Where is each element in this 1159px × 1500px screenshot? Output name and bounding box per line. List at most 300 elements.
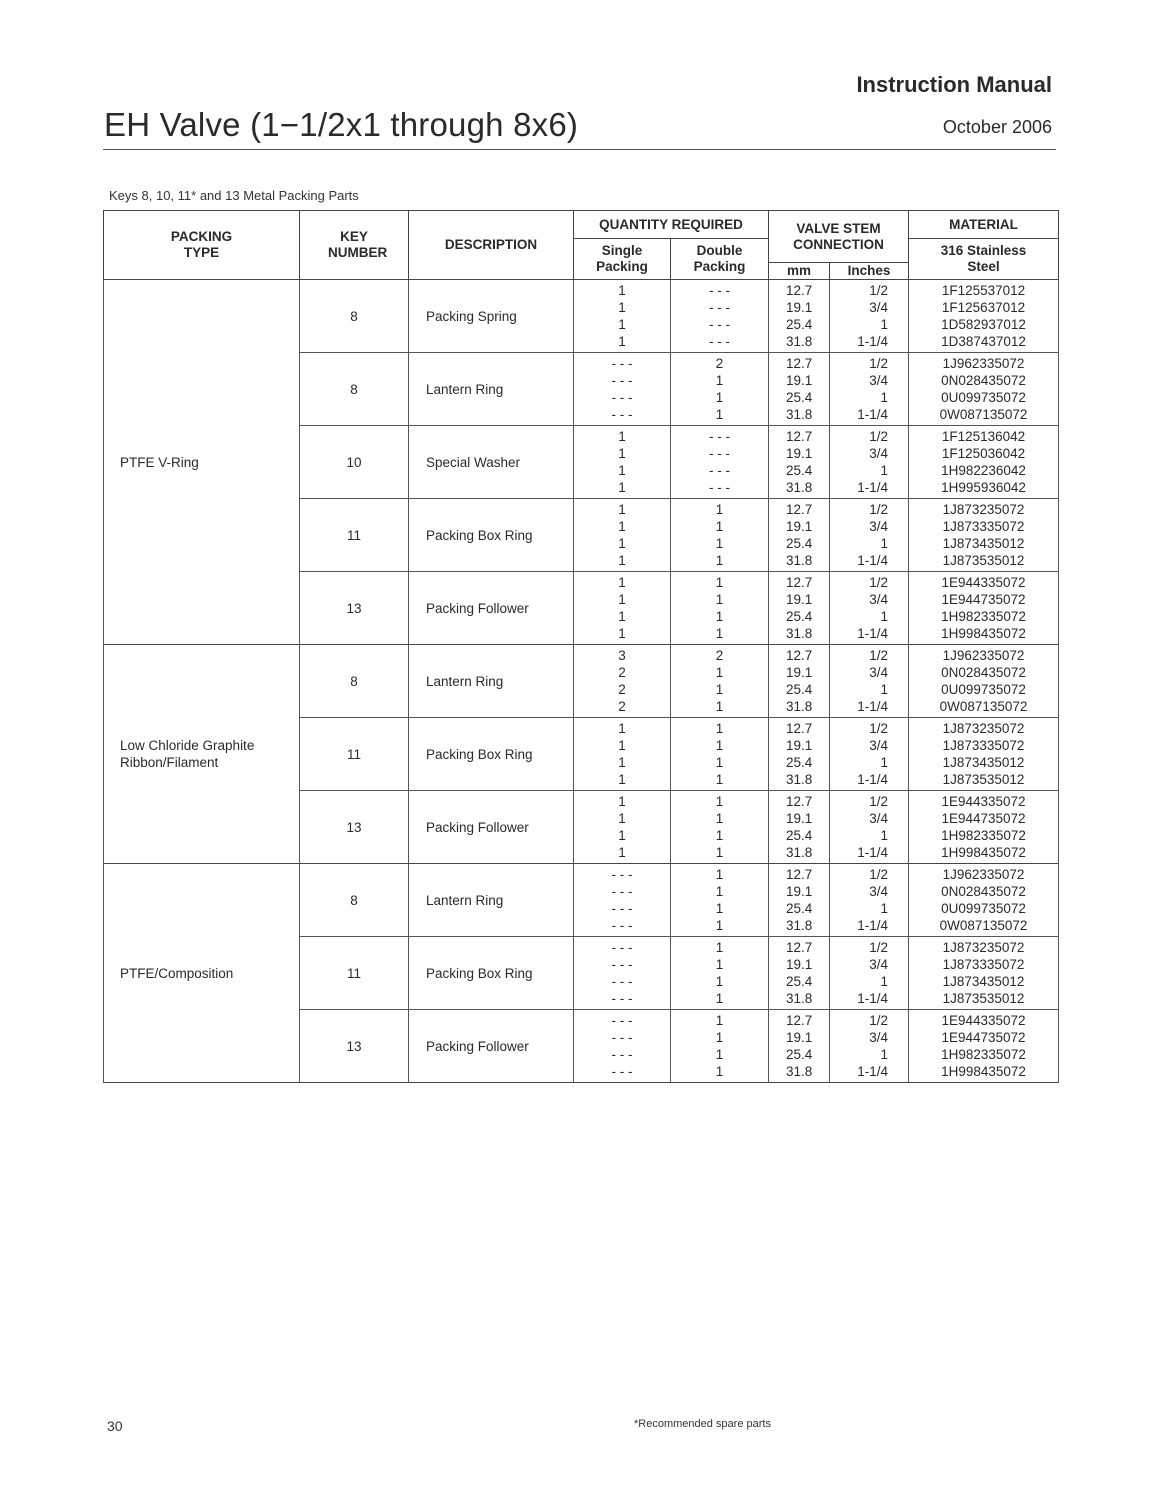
material-cell-value: 0U099735072 (941, 389, 1026, 405)
double-packing-cell (671, 426, 769, 499)
material-cell-value: 1J873435012 (942, 973, 1025, 989)
double-packing-cell-value: 1 (715, 681, 724, 697)
double-packing-cell-value: - - - (709, 445, 730, 461)
double-packing-cell-value: - - - (709, 479, 730, 495)
col-key-number: KEY NUMBER (300, 211, 409, 280)
single-packing-cell-value: 1 (618, 844, 626, 860)
material-cell-value: 0N028435072 (941, 664, 1026, 680)
double-packing-cell-value: 1 (715, 720, 724, 736)
single-packing-cell-value: - - - (611, 939, 633, 955)
material-cell-value: 0W087135072 (939, 917, 1028, 933)
mm-cell-value: 25.4 (786, 389, 813, 405)
material-cell-value: 0W087135072 (939, 698, 1028, 714)
double-packing-cell-value: 1 (715, 844, 724, 860)
col-single-packing: Single Packing (574, 239, 671, 280)
mm-cell-value: 19.1 (786, 664, 813, 680)
inches-cell (830, 864, 909, 937)
inches-cell (830, 280, 909, 353)
material-cell-value: 1H982236042 (941, 462, 1026, 478)
material-cell-value: 1H995936042 (941, 479, 1026, 495)
mm-cell-value: 31.8 (786, 479, 813, 495)
inches-cell (830, 353, 909, 426)
inches-cell-value: 1/2 (869, 647, 889, 663)
inches-cell-value: 1 (880, 900, 889, 916)
material-cell-value: 1E944735072 (941, 1029, 1026, 1045)
inches-cell (830, 572, 909, 645)
publication-date: October 2006 (942, 117, 1052, 137)
single-packing-cell (574, 353, 671, 426)
material-cell-value: 1J962335072 (942, 866, 1025, 882)
material-cell-value: 0W087135072 (939, 406, 1028, 422)
material-cell-value: 1D387437012 (941, 333, 1026, 349)
material-cell (909, 280, 1059, 353)
mm-cell-value: 31.8 (786, 990, 813, 1006)
inches-cell-value: 1 (880, 973, 889, 989)
double-packing-cell-value: 1 (715, 1029, 724, 1045)
inches-cell-value: 3/4 (869, 883, 889, 899)
single-packing-cell-value: 1 (618, 428, 626, 444)
col-material-sub: 316 Stainless Steel (909, 239, 1059, 280)
inches-cell-value: 1/2 (869, 720, 889, 736)
mm-cell-value: 31.8 (786, 844, 813, 860)
single-packing-cell (574, 499, 671, 572)
single-packing-cell-value: 1 (618, 316, 626, 332)
double-packing-cell-value: 1 (715, 793, 724, 809)
material-cell-value: 1J873535012 (942, 552, 1025, 568)
inches-cell-value: 1 (880, 535, 889, 551)
single-packing-cell-value: 1 (618, 445, 626, 461)
single-packing-cell (574, 426, 671, 499)
double-packing-cell-value: 1 (715, 1012, 724, 1028)
material-cell (909, 499, 1059, 572)
inches-cell-value: 1-1/4 (857, 1063, 889, 1079)
mm-cell-value: 25.4 (786, 754, 813, 770)
mm-cell-value: 12.7 (786, 939, 813, 955)
mm-cell-value: 12.7 (786, 501, 813, 517)
single-packing-cell-value: 1 (618, 810, 626, 826)
key-number-cell: 8 (300, 353, 409, 426)
double-packing-cell-value: 1 (715, 389, 724, 405)
inches-cell (830, 718, 909, 791)
double-packing-cell (671, 572, 769, 645)
mm-cell-value: 31.8 (786, 1063, 813, 1079)
inches-cell-value: 1/2 (869, 428, 889, 444)
double-packing-cell-value: - - - (709, 428, 730, 444)
col-description: DESCRIPTION (409, 211, 574, 280)
mm-cell-value: 25.4 (786, 1046, 813, 1062)
mm-cell-value: 19.1 (786, 1029, 813, 1045)
table-row (104, 645, 1059, 718)
single-packing-cell (574, 864, 671, 937)
inches-cell-value: 1-1/4 (857, 625, 889, 641)
mm-cell-value: 31.8 (786, 698, 813, 714)
single-packing-cell-value: 1 (618, 827, 626, 843)
double-packing-cell (671, 718, 769, 791)
mm-cell (769, 791, 830, 864)
mm-cell (769, 645, 830, 718)
inches-cell-value: 3/4 (869, 445, 889, 461)
inches-cell-value: 1 (880, 754, 889, 770)
material-cell (909, 426, 1059, 499)
inches-cell-value: 1/2 (869, 501, 889, 517)
mm-cell-value: 12.7 (786, 355, 813, 371)
material-cell-value: 1E944735072 (941, 591, 1026, 607)
single-packing-cell (574, 791, 671, 864)
single-packing-cell-value: 1 (618, 333, 626, 349)
packing-type-cell: PTFE/Composition (104, 864, 300, 1083)
material-cell-value: 1J962335072 (942, 355, 1025, 371)
inches-cell (830, 791, 909, 864)
col-packing-type: PACKING TYPE (104, 211, 300, 280)
double-packing-cell-value: 1 (715, 664, 724, 680)
double-packing-cell-value: 1 (715, 406, 724, 422)
mm-cell-value: 19.1 (786, 299, 813, 315)
double-packing-cell-value: 1 (715, 990, 724, 1006)
double-packing-cell-value: - - - (709, 316, 730, 332)
description-cell: Packing Box Ring (409, 499, 574, 572)
mm-cell-value: 25.4 (786, 681, 813, 697)
double-packing-cell-value: 1 (715, 625, 724, 641)
material-cell-value: 1J873235072 (942, 720, 1025, 736)
inches-cell-value: 1/2 (869, 793, 889, 809)
single-packing-cell-value: - - - (611, 956, 633, 972)
inches-cell-value: 1 (880, 462, 889, 478)
packing-type-cell: PTFE V-Ring (104, 280, 300, 645)
double-packing-cell-value: 1 (715, 1046, 724, 1062)
mm-cell-value: 12.7 (786, 1012, 813, 1028)
inches-cell-value: 3/4 (869, 299, 889, 315)
material-cell-value: 1J873335072 (942, 737, 1025, 753)
single-packing-cell (574, 937, 671, 1010)
double-packing-cell-value: 1 (715, 900, 724, 916)
inches-cell-value: 1/2 (869, 866, 889, 882)
col-inches: Inches (830, 263, 909, 280)
mm-cell (769, 572, 830, 645)
inches-cell-value: 3/4 (869, 591, 889, 607)
material-cell-value: 1H998435072 (941, 625, 1026, 641)
single-packing-cell-value: 1 (618, 574, 626, 590)
double-packing-cell-value: 1 (715, 771, 724, 787)
inches-cell-value: 1-1/4 (857, 990, 889, 1006)
material-cell (909, 353, 1059, 426)
inches-cell (830, 499, 909, 572)
material-cell-value: 1J873535012 (942, 771, 1025, 787)
double-packing-cell-value: 1 (715, 866, 724, 882)
material-cell-value: 1D582937012 (941, 316, 1026, 332)
key-number-cell: 11 (300, 718, 409, 791)
mm-cell-value: 12.7 (786, 282, 813, 298)
material-cell-value: 1F125637012 (941, 299, 1026, 315)
inches-cell-value: 1 (880, 681, 889, 697)
inches-cell-value: 3/4 (869, 810, 889, 826)
mm-cell-value: 19.1 (786, 591, 813, 607)
material-cell-value: 0U099735072 (941, 681, 1026, 697)
double-packing-cell-value: 1 (715, 973, 724, 989)
single-packing-cell (574, 718, 671, 791)
material-cell-value: 1H998435072 (941, 844, 1026, 860)
mm-cell-value: 19.1 (786, 518, 813, 534)
single-packing-cell (574, 572, 671, 645)
single-packing-cell-value: 1 (618, 552, 626, 568)
table-row (104, 280, 1059, 353)
table-header (104, 211, 1059, 280)
single-packing-cell (574, 1010, 671, 1083)
material-cell-value: 1E944335072 (941, 793, 1026, 809)
material-cell-value: 0N028435072 (941, 372, 1026, 388)
mm-cell-value: 25.4 (786, 462, 813, 478)
inches-cell-value: 1-1/4 (857, 771, 889, 787)
key-number-cell: 13 (300, 572, 409, 645)
key-number-cell: 10 (300, 426, 409, 499)
single-packing-cell-value: - - - (611, 1046, 633, 1062)
mm-cell-value: 31.8 (786, 771, 813, 787)
inches-cell-value: 1 (880, 389, 889, 405)
single-packing-cell-value: - - - (611, 1012, 633, 1028)
single-packing-cell-value: - - - (611, 355, 633, 371)
mm-cell (769, 1010, 830, 1083)
description-cell: Lantern Ring (409, 645, 574, 718)
single-packing-cell-value: - - - (611, 900, 633, 916)
inches-cell-value: 3/4 (869, 664, 889, 680)
single-packing-cell-value: - - - (611, 883, 633, 899)
col-quantity-required: QUANTITY REQUIRED (574, 211, 769, 239)
mm-cell-value: 12.7 (786, 793, 813, 809)
double-packing-cell-value: 1 (715, 608, 724, 624)
single-packing-cell-value: - - - (611, 866, 633, 882)
material-cell-value: 0N028435072 (941, 883, 1026, 899)
mm-cell (769, 937, 830, 1010)
single-packing-cell-value: 1 (618, 625, 626, 641)
mm-cell-value: 31.8 (786, 333, 813, 349)
single-packing-cell-value: - - - (611, 1063, 633, 1079)
page-number: 30 (107, 1418, 123, 1434)
footnote: *Recommended spare parts (634, 1418, 771, 1430)
double-packing-cell (671, 937, 769, 1010)
single-packing-cell-value: 1 (618, 737, 626, 753)
double-packing-cell (671, 791, 769, 864)
material-cell-value: 1J873335072 (942, 518, 1025, 534)
mm-cell-value: 31.8 (786, 406, 813, 422)
material-cell (909, 937, 1059, 1010)
material-cell-value: 0U099735072 (941, 900, 1026, 916)
inches-cell-value: 3/4 (869, 372, 889, 388)
inches-cell-value: 1 (880, 827, 889, 843)
double-packing-cell-value: 1 (715, 917, 724, 933)
table-caption: Keys 8, 10, 11* and 13 Metal Packing Parts (109, 188, 359, 203)
description-cell: Special Washer (409, 426, 574, 499)
mm-cell (769, 718, 830, 791)
double-packing-cell-value: - - - (709, 299, 730, 315)
mm-cell-value: 31.8 (786, 552, 813, 568)
key-number-cell: 8 (300, 280, 409, 353)
inches-cell-value: 1/2 (869, 574, 889, 590)
description-cell: Lantern Ring (409, 353, 574, 426)
double-packing-cell-value: 2 (715, 647, 724, 663)
material-cell-value: 1J873235072 (942, 501, 1025, 517)
single-packing-cell-value: 2 (618, 681, 626, 697)
double-packing-cell-value: 1 (715, 827, 724, 843)
col-double-packing: Double Packing (671, 239, 769, 280)
material-cell (909, 645, 1059, 718)
double-packing-cell (671, 280, 769, 353)
mm-cell-value: 19.1 (786, 956, 813, 972)
packing-type-cell: Low Chloride Graphite Ribbon/Filament (104, 645, 300, 864)
inches-cell-value: 1 (880, 316, 889, 332)
header-divider (103, 149, 1056, 150)
key-number-cell: 8 (300, 864, 409, 937)
single-packing-cell-value: - - - (611, 372, 633, 388)
single-packing-cell-value: 1 (618, 282, 626, 298)
mm-cell (769, 353, 830, 426)
double-packing-cell-value: - - - (709, 462, 730, 478)
col-mm: mm (769, 263, 830, 280)
single-packing-cell-value: 1 (618, 479, 626, 495)
double-packing-cell-value: 1 (715, 591, 724, 607)
description-cell: Packing Spring (409, 280, 574, 353)
single-packing-cell-value: 1 (618, 793, 626, 809)
material-cell-value: 1J873435012 (942, 535, 1025, 551)
description-cell: Packing Follower (409, 791, 574, 864)
material-cell (909, 572, 1059, 645)
material-cell-value: 1H982335072 (941, 1046, 1026, 1062)
inches-cell-value: 1 (880, 1046, 889, 1062)
double-packing-cell (671, 645, 769, 718)
mm-cell-value: 12.7 (786, 720, 813, 736)
double-packing-cell-value: 1 (715, 754, 724, 770)
inches-cell-value: 1/2 (869, 939, 889, 955)
inches-cell-value: 3/4 (869, 956, 889, 972)
mm-cell-value: 19.1 (786, 883, 813, 899)
double-packing-cell-value: 1 (715, 883, 724, 899)
single-packing-cell-value: 1 (618, 771, 626, 787)
single-packing-cell-value: 2 (618, 664, 626, 680)
double-packing-cell-value: 1 (715, 737, 724, 753)
mm-cell-value: 12.7 (786, 647, 813, 663)
material-cell-value: 1J873435012 (942, 754, 1025, 770)
single-packing-cell-value: 3 (618, 647, 626, 663)
mm-cell-value: 25.4 (786, 535, 813, 551)
material-cell (909, 791, 1059, 864)
col-valve-stem-connection: VALVE STEM CONNECTION (769, 211, 909, 263)
description-cell: Packing Follower (409, 1010, 574, 1083)
inches-cell-value: 1-1/4 (857, 406, 889, 422)
key-number-cell: 13 (300, 1010, 409, 1083)
double-packing-cell-value: 1 (715, 535, 724, 551)
page-title: EH Valve (1−1/2x1 through 8x6) (104, 106, 579, 143)
single-packing-cell (574, 280, 671, 353)
material-cell-value: 1H982335072 (941, 608, 1026, 624)
material-cell (909, 864, 1059, 937)
key-number-cell: 11 (300, 937, 409, 1010)
inches-cell (830, 1010, 909, 1083)
material-cell-value: 1J873535012 (942, 990, 1025, 1006)
inches-cell (830, 426, 909, 499)
parts-table-container (103, 210, 1058, 1083)
inches-cell-value: 1-1/4 (857, 479, 889, 495)
material-cell-value: 1J873235072 (942, 939, 1025, 955)
double-packing-cell-value: 1 (715, 372, 724, 388)
material-cell (909, 718, 1059, 791)
mm-cell-value: 25.4 (786, 827, 813, 843)
description-cell: Lantern Ring (409, 864, 574, 937)
mm-cell-value: 12.7 (786, 428, 813, 444)
double-packing-cell-value: 1 (715, 956, 724, 972)
double-packing-cell (671, 1010, 769, 1083)
mm-cell-value: 12.7 (786, 574, 813, 590)
key-number-cell: 11 (300, 499, 409, 572)
mm-cell (769, 280, 830, 353)
material-cell-value: 1J873335072 (942, 956, 1025, 972)
mm-cell-value: 19.1 (786, 445, 813, 461)
mm-cell-value: 19.1 (786, 372, 813, 388)
inches-cell (830, 937, 909, 1010)
material-cell-value: 1F125036042 (941, 445, 1026, 461)
mm-cell-value: 25.4 (786, 608, 813, 624)
material-cell-value: 1F125537012 (941, 282, 1026, 298)
description-cell: Packing Follower (409, 572, 574, 645)
double-packing-cell (671, 499, 769, 572)
single-packing-cell-value: 1 (618, 535, 626, 551)
inches-cell-value: 1/2 (869, 355, 889, 371)
mm-cell-value: 31.8 (786, 917, 813, 933)
double-packing-cell (671, 864, 769, 937)
double-packing-cell-value: - - - (709, 282, 730, 298)
single-packing-cell-value: - - - (611, 973, 633, 989)
mm-cell-value: 19.1 (786, 810, 813, 826)
mm-cell-value: 25.4 (786, 900, 813, 916)
material-cell-value: 1H982335072 (941, 827, 1026, 843)
material-cell-value: 1E944335072 (941, 574, 1026, 590)
inches-cell-value: 1-1/4 (857, 698, 889, 714)
mm-cell-value: 25.4 (786, 973, 813, 989)
inches-cell-value: 3/4 (869, 1029, 889, 1045)
double-packing-cell-value: - - - (709, 333, 730, 349)
inches-cell-value: 1 (880, 608, 889, 624)
inches-cell-value: 1/2 (869, 1012, 889, 1028)
material-cell-value: 1E944335072 (941, 1012, 1026, 1028)
mm-cell (769, 499, 830, 572)
double-packing-cell-value: 1 (715, 810, 724, 826)
double-packing-cell-value: 1 (715, 698, 724, 714)
table-body (104, 280, 1059, 1083)
single-packing-cell-value: 1 (618, 462, 626, 478)
col-material: MATERIAL (909, 211, 1059, 239)
single-packing-cell-value: - - - (611, 389, 633, 405)
mm-cell (769, 426, 830, 499)
mm-cell-value: 31.8 (786, 625, 813, 641)
double-packing-cell-value: 1 (715, 1063, 724, 1079)
manual-label: Instruction Manual (856, 72, 1052, 97)
material-cell-value: 1H998435072 (941, 1063, 1026, 1079)
description-cell: Packing Box Ring (409, 718, 574, 791)
material-cell-value: 1J962335072 (942, 647, 1025, 663)
table-row (104, 864, 1059, 937)
inches-cell-value: 1-1/4 (857, 844, 889, 860)
double-packing-cell-value: 1 (715, 574, 724, 590)
single-packing-cell-value: - - - (611, 406, 633, 422)
single-packing-cell-value: - - - (611, 917, 633, 933)
mm-cell-value: 12.7 (786, 866, 813, 882)
single-packing-cell-value: 2 (618, 698, 626, 714)
mm-cell (769, 864, 830, 937)
inches-cell (830, 645, 909, 718)
description-cell: Packing Box Ring (409, 937, 574, 1010)
double-packing-cell-value: 1 (715, 518, 724, 534)
material-cell (909, 1010, 1059, 1083)
double-packing-cell-value: 1 (715, 939, 724, 955)
single-packing-cell-value: 1 (618, 501, 626, 517)
inches-cell-value: 3/4 (869, 518, 889, 534)
